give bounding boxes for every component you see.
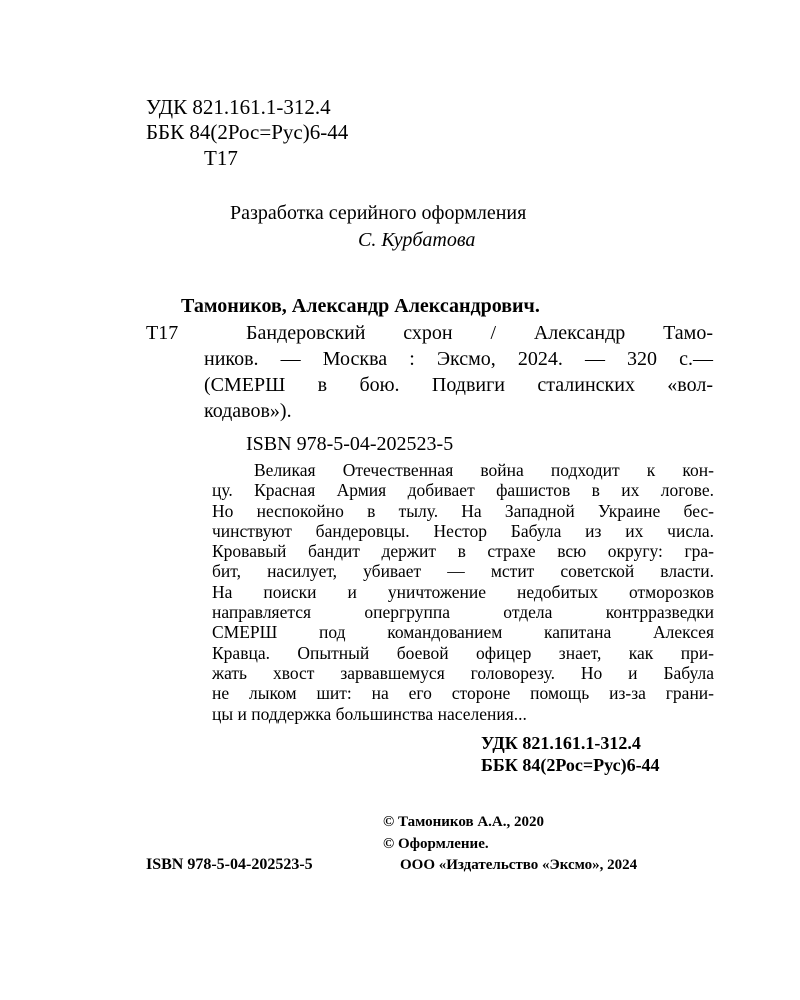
catalog-line-3: (СМЕРШ в бою. Подвиги сталинских «вол-	[204, 374, 713, 396]
annotation-line: не лыком шит: на его стороне помощь из-за грани-	[212, 683, 714, 704]
annotation-line: СМЕРШ под командованием капитана Алексея	[212, 622, 714, 643]
bottom-bbk-code: ББК 84(2Рос=Рус)6-44	[481, 755, 660, 775]
copyright-publisher: ООО «Издательство «Эксмо», 2024	[400, 857, 638, 873]
annotation-line: бит, насилует, убивает — мстит советской власти.	[212, 561, 714, 582]
footer-isbn: ISBN 978-5-04-202523-5	[146, 856, 313, 873]
author-sign: Т17	[204, 146, 238, 170]
annotation-line: На поиски и уничтожение недобитых отморозков	[212, 581, 714, 602]
udk-code: УДК 821.161.1-312.4	[146, 95, 331, 119]
annotation	[212, 460, 714, 724]
annotation-line: направляется опергруппа отдела контрразведки	[212, 602, 714, 623]
annotation-line: Великая Отечественная война подходит к кон-	[254, 460, 714, 480]
catalog-sign: Т17	[146, 322, 179, 344]
series-designer: С. Курбатова	[358, 229, 476, 251]
annotation-line: цы и поддержка большинства населения...	[212, 703, 527, 724]
annotation-line: чинствуют бандеровцы. Нестор Бабула из их числа.	[212, 520, 714, 541]
annotation-line: жать хвост зарвавшемуся головорезу. Но и Бабула	[212, 662, 714, 683]
catalog-line-4: кодавов»).	[204, 400, 292, 422]
copyright-author: © Тамоников А.А., 2020	[383, 814, 544, 830]
author-heading: Тамоников, Александр Александрович.	[181, 295, 540, 317]
copyright-design: © Оформление.	[383, 836, 489, 852]
annotation-line: Кравца. Опытный боевой офицер знает, как при-	[212, 642, 714, 663]
catalog-line-1: Бандеровский схрон / Александр Тамо-	[246, 322, 713, 344]
bbk-code: ББК 84(2Рос=Рус)6-44	[146, 120, 349, 144]
series-design-label: Разработка серийного оформления	[230, 202, 527, 224]
bottom-udk-code: УДК 821.161.1-312.4	[481, 733, 641, 753]
catalog-line-2: ников. — Москва : Эксмо, 2024. — 320 с.—	[204, 348, 713, 370]
annotation-line: цу. Красная Армия добивает фашистов в их логове.	[212, 480, 714, 501]
annotation-line: Но неспокойно в тылу. На Западной Украине бес-	[212, 500, 714, 521]
annotation-line: Кровавый бандит держит в страхе всю округу: гра-	[212, 541, 714, 562]
catalog-isbn: ISBN 978-5-04-202523-5	[246, 433, 454, 455]
